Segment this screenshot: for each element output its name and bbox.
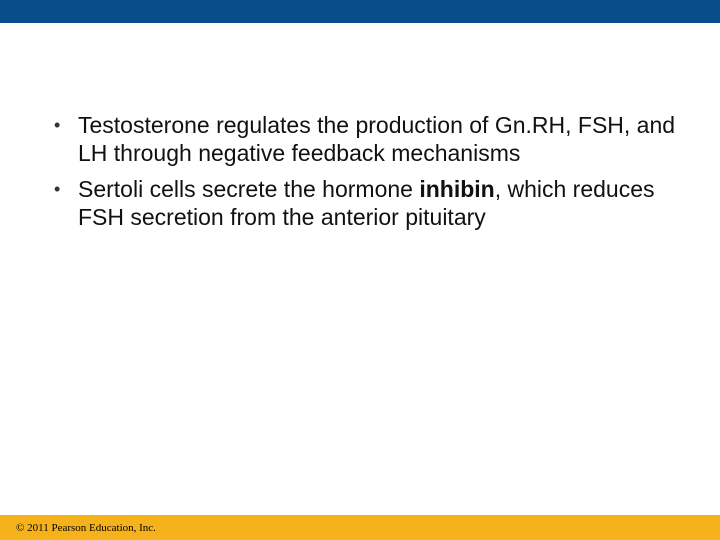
copyright-notice: © 2011 Pearson Education, Inc. xyxy=(16,522,156,534)
bullet-bold-term: inhibin xyxy=(419,176,495,202)
bullet-marker: • xyxy=(54,179,61,199)
bullet-text-after: , which reduces FSH secretion from the anterior pituitary xyxy=(78,176,655,230)
bullet-list xyxy=(54,111,694,231)
bullet-marker: • xyxy=(54,115,61,135)
bullet-text: Testosterone regulates the production of Gn.RH, FSH, and LH through negative feedback mechanisms xyxy=(78,112,676,166)
top-banner xyxy=(0,0,720,23)
slide-content xyxy=(54,111,694,239)
bullet-text-before: Sertoli cells secrete the hormone xyxy=(78,176,420,202)
bullet-item-testosterone xyxy=(54,111,694,167)
bullet-item-inhibin xyxy=(54,175,694,231)
